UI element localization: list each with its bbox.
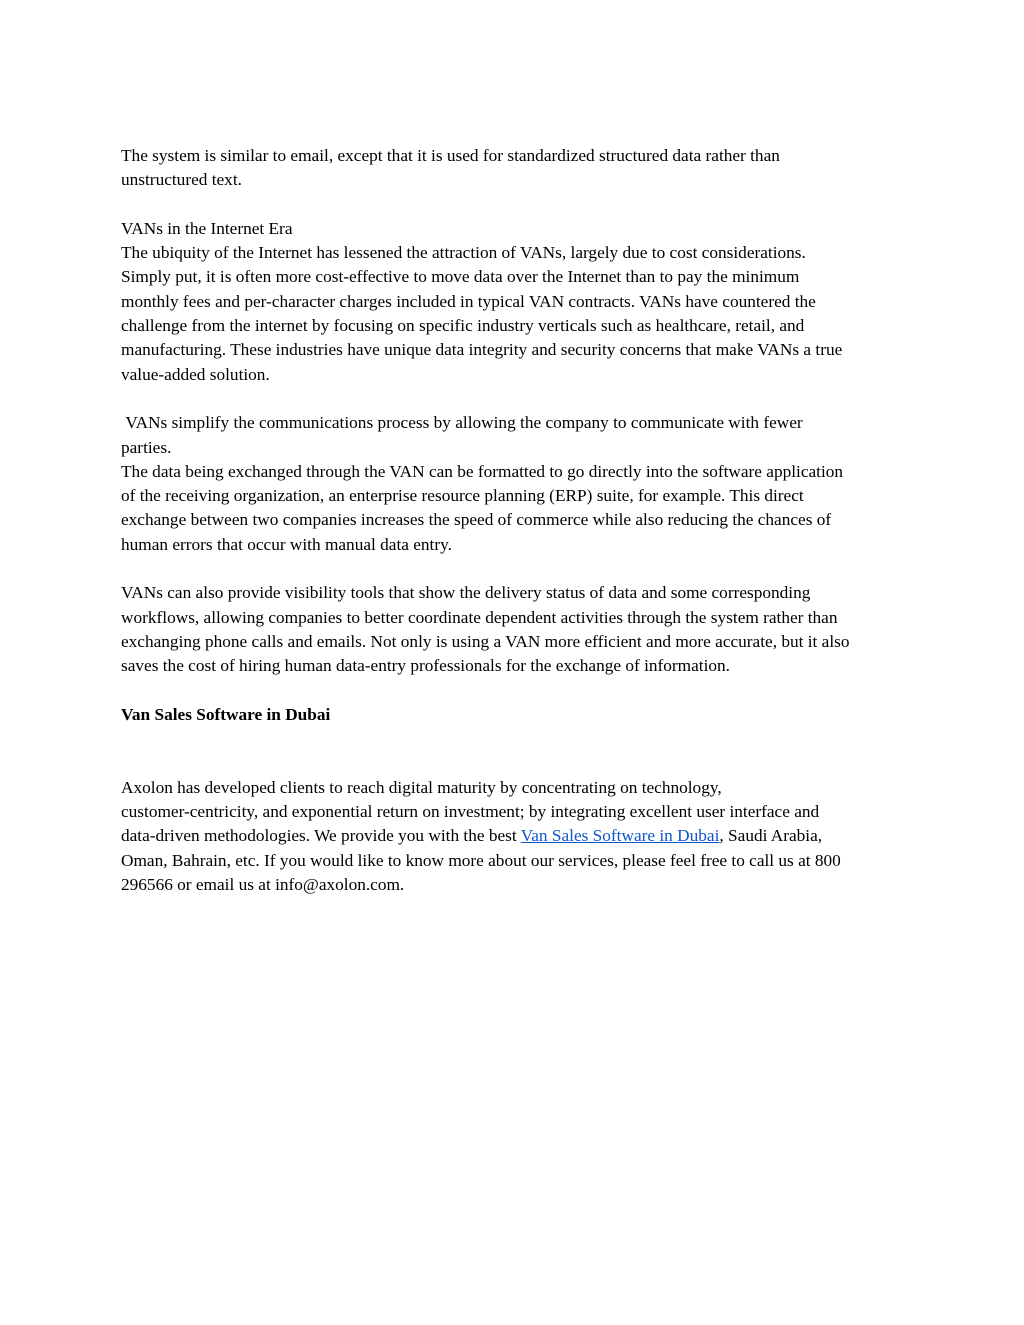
body-line: exchanging phone calls and emails. Not only is using a VAN more efficient and more accurate, but it also [121, 631, 850, 651]
closing-text-after-link: , Saudi Arabia, [719, 826, 823, 846]
closing-line: Axolon has developed clients to reach digital maturity by concentrating on technology, [121, 777, 722, 797]
body-line: saves the cost of hiring human data-entry professionals for the exchange of information. [121, 656, 730, 676]
document-page [121, 144, 911, 897]
intro-line: unstructured text. [121, 170, 242, 190]
closing-line: Oman, Bahrain, etc. If you would like to know more about our services, please feel free to call us at 800 [121, 850, 841, 870]
body-line: The data being exchanged through the VAN can be formatted to go directly into the software application [121, 461, 844, 481]
body-line: of the receiving organization, an enterprise resource planning (ERP) suite, for example. This direct [121, 486, 804, 506]
paragraph-spacer [121, 679, 911, 703]
body-line: parties. [121, 437, 172, 457]
paragraph-spacer [121, 557, 911, 581]
body-line: workflows, allowing companies to better coordinate dependent activities through the system rather than [121, 607, 838, 627]
body-line: Simply put, it is often more cost-effective to move data over the Internet than to pay the minimum [121, 267, 800, 287]
closing-line: 296566 or email us at info@axolon.com. [121, 874, 405, 894]
body-line: VANs can also provide visibility tools that show the delivery status of data and some corresponding [121, 583, 811, 603]
body-line: manufacturing. These industries have unique data integrity and security concerns that make VANs a true [121, 340, 843, 360]
body-line: The ubiquity of the Internet has lessened the attraction of VANs, largely due to cost considerations. [121, 243, 806, 263]
body-line: challenge from the internet by focusing on specific industry verticals such as healthcare, retail, and [121, 316, 805, 336]
closing-line: customer-centricity, and exponential return on investment; by integrating excellent user interface and [121, 802, 820, 822]
body-line: monthly fees and per-character charges included in typical VAN contracts. VANs have countered the [121, 291, 816, 311]
section-heading: Van Sales Software in Dubai [121, 704, 331, 724]
body-line: exchange between two companies increases the speed of commerce while also reducing the chances of [121, 510, 832, 530]
paragraph-spacer [121, 193, 911, 217]
body-line: value-added solution. [121, 364, 270, 384]
paragraph-spacer [121, 387, 911, 411]
van-sales-software-link[interactable]: Van Sales Software in Dubai [520, 826, 720, 846]
body-line: human errors that occur with manual data entry. [121, 534, 452, 554]
closing-line-with-link [121, 824, 911, 848]
section-title: VANs in the Internet Era [121, 218, 293, 238]
body-line: VANs simplify the communications process by allowing the company to communicate with fewer [121, 413, 803, 433]
intro-line: The system is similar to email, except that it is used for standardized structured data rather than [121, 146, 780, 165]
closing-text-before-link: data-driven methodologies. We provide you with the best [121, 826, 521, 846]
paragraph-spacer [121, 727, 911, 776]
